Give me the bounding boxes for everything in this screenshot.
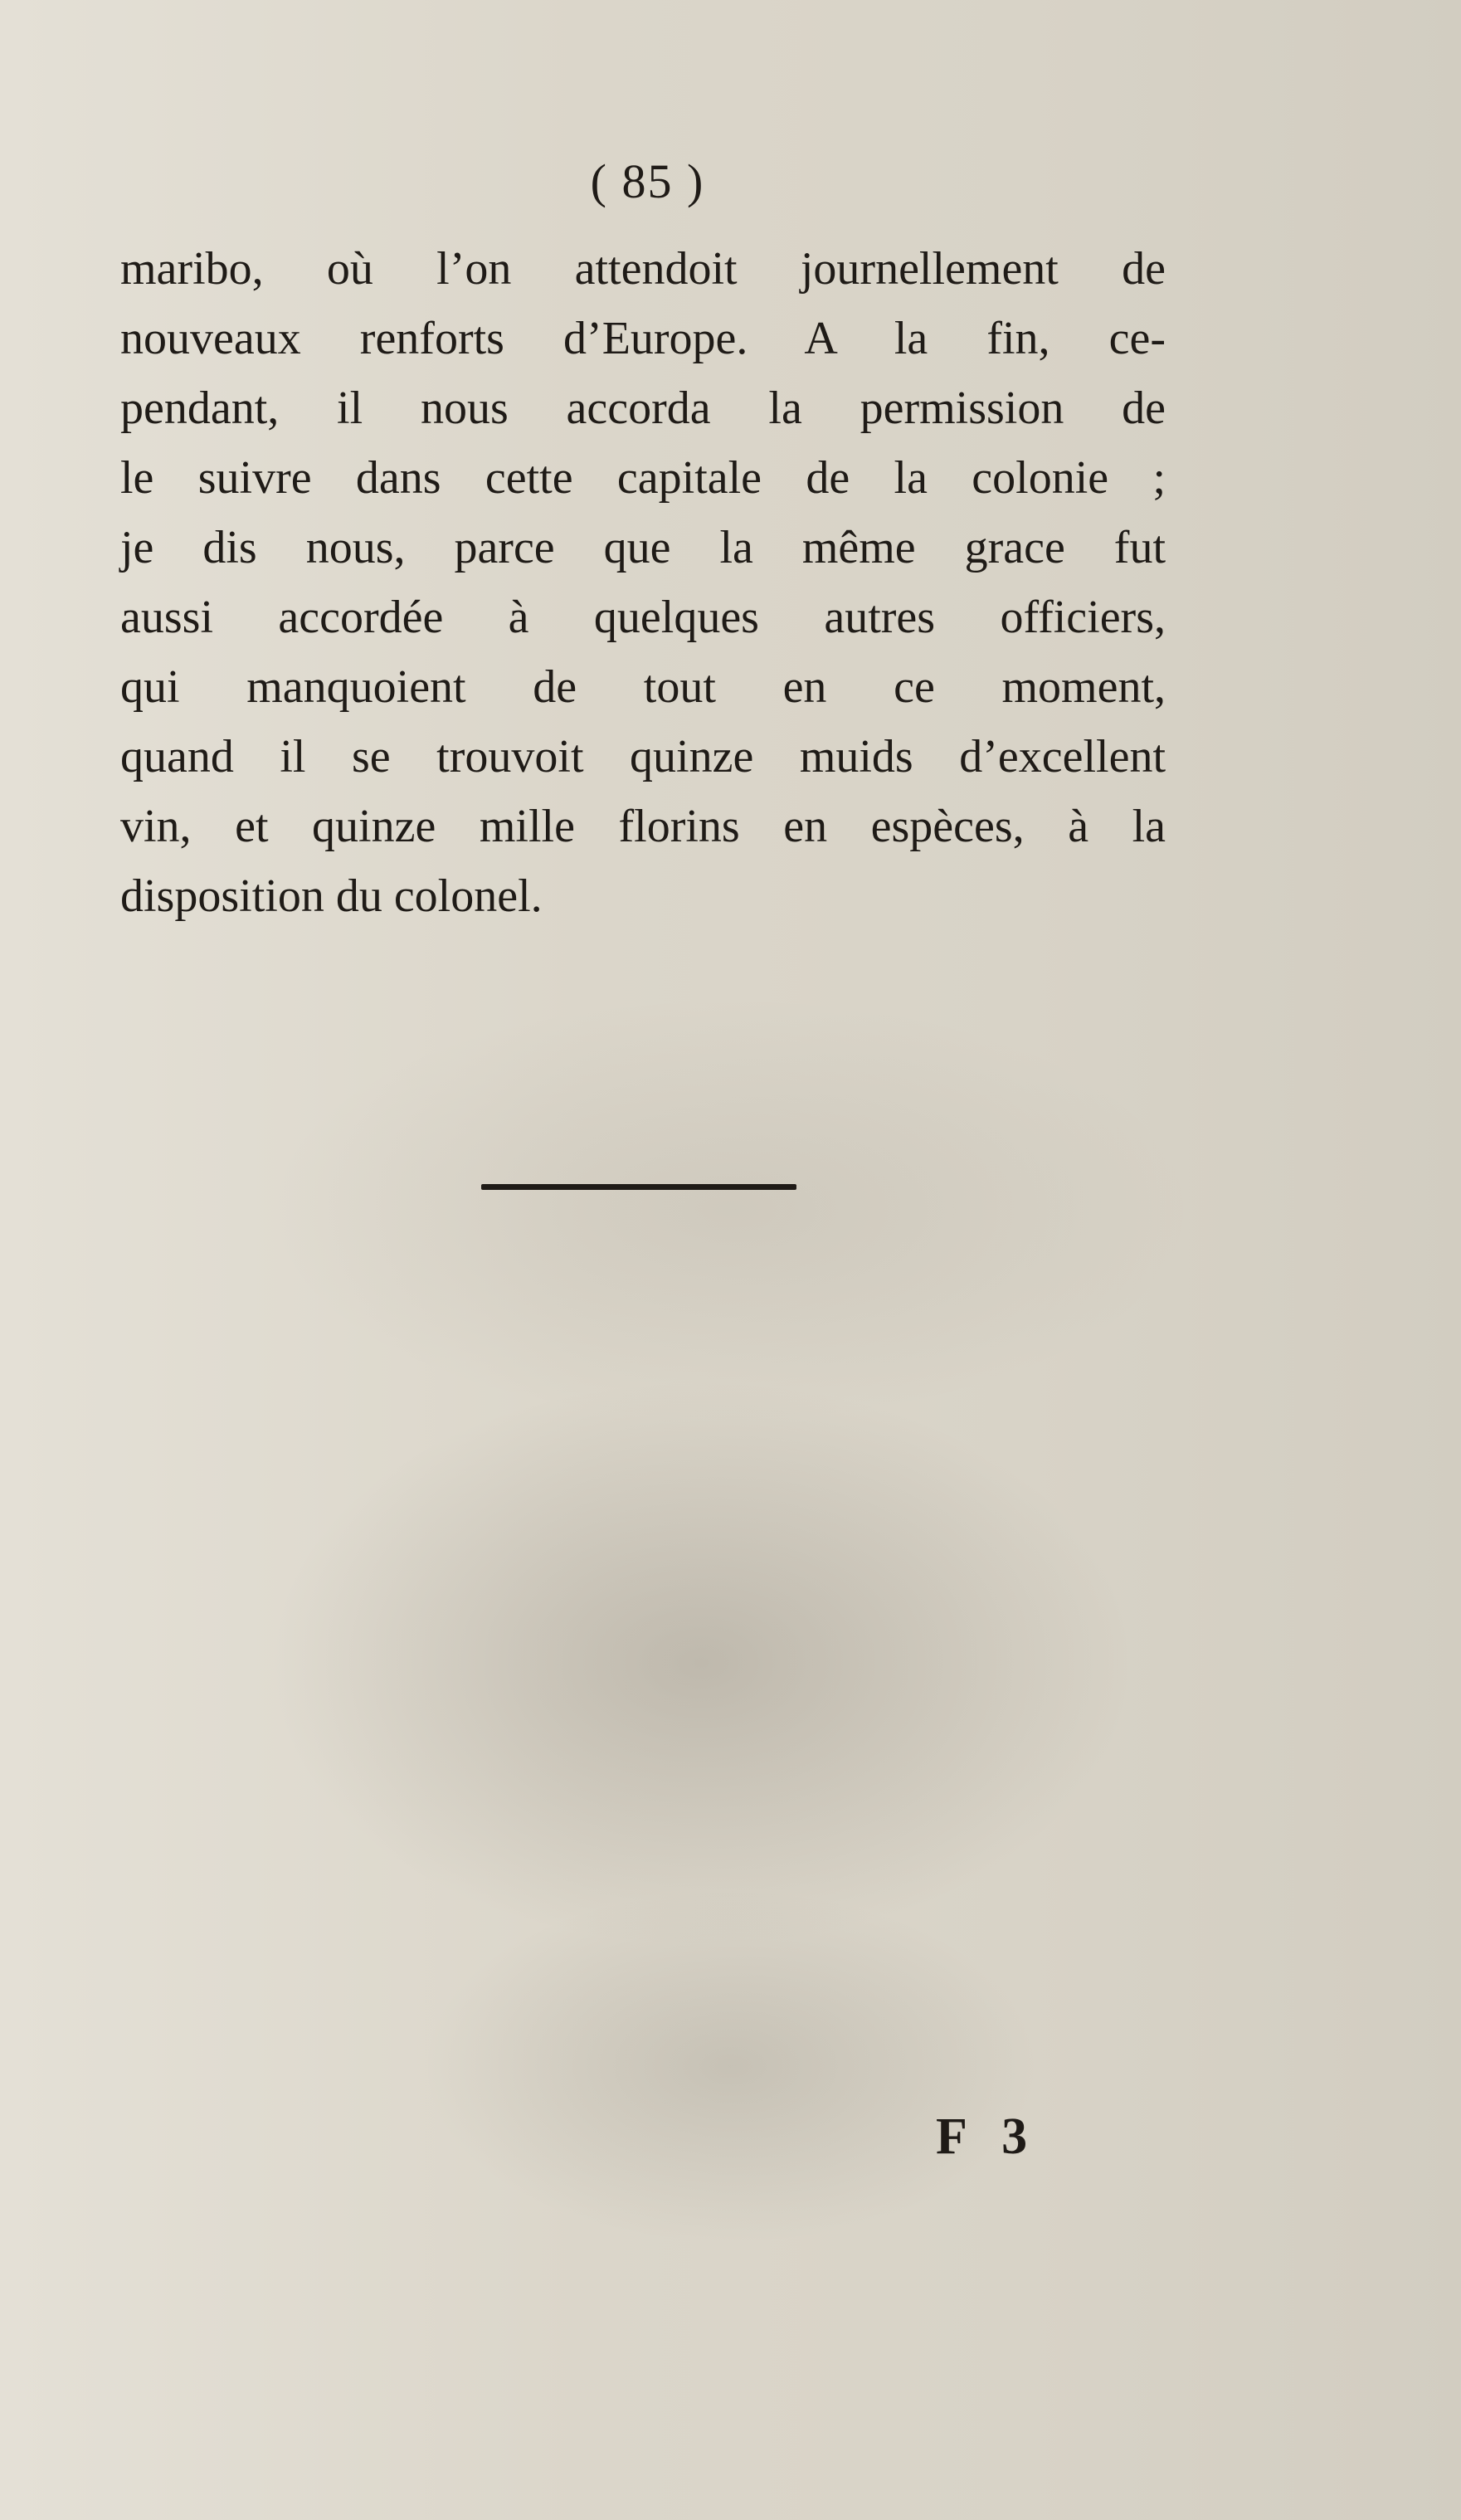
text-line: aussi accordée à quelques autres officiers, (120, 592, 1166, 643)
text-line: je dis nous, parce que la même grace fut (120, 522, 1166, 573)
text-line: le suivre dans cette capitale de la colonie ; (120, 452, 1166, 504)
signature-mark: F 3 (936, 2108, 1040, 2165)
text-line: maribo, où l’on attendoit journellement de (120, 243, 1166, 295)
text-line: quand il se trouvoit quinze muids d’excellent (120, 731, 1166, 782)
text-line: qui manquoient de tout en ce moment, (120, 661, 1166, 713)
text-line: disposition du colonel. (120, 870, 543, 922)
page-number: ( 85 ) (590, 154, 705, 208)
section-rule (481, 1184, 796, 1190)
text-line: nouveaux renforts d’Europe. A la fin, ce- (120, 313, 1166, 364)
text-line: vin, et quinze mille florins en espèces, à la (120, 801, 1166, 852)
body-paragraph (120, 234, 1166, 931)
text-line: pendant, il nous accorda la permission de (120, 383, 1166, 434)
